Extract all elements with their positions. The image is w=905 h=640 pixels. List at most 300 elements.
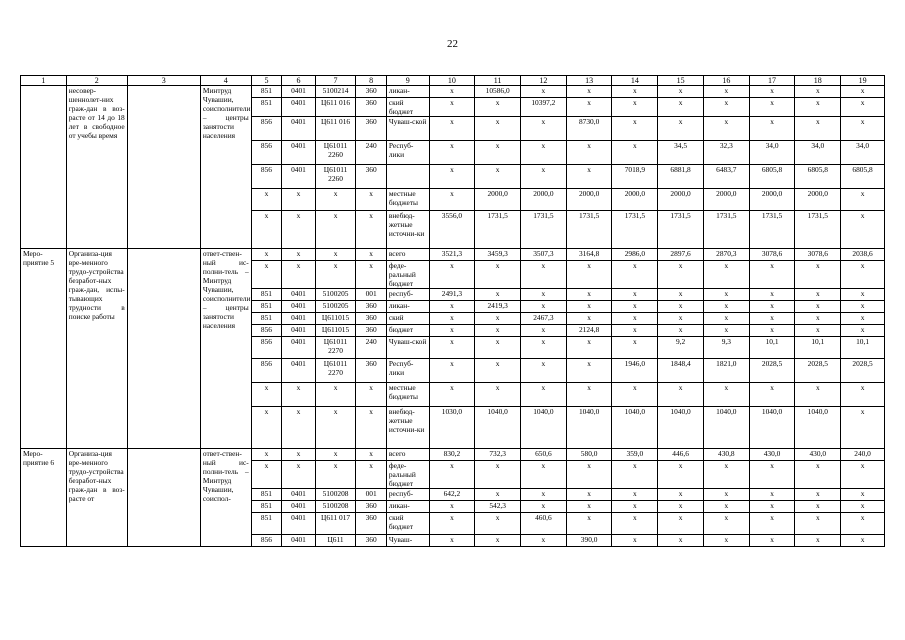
amount-cell: x [749, 325, 795, 337]
amount-cell: x [521, 301, 567, 313]
amount-cell: 1731,5 [521, 211, 567, 249]
amount-cell: x [703, 513, 749, 535]
code-cell: 240 [356, 337, 386, 359]
amount-cell: x [475, 141, 521, 165]
code-cell: 0401 [282, 489, 316, 501]
code-cell: 0401 [282, 501, 316, 513]
code-cell: x [282, 189, 316, 211]
column-number: 6 [282, 76, 316, 86]
code-cell: 240 [356, 141, 386, 165]
code-cell: 856 [251, 337, 281, 359]
amount-cell: 1040,0 [658, 407, 704, 449]
table-row [21, 449, 885, 461]
executor-cell: ответ-ствен-ный ис-полни-тель – Минтруд Чувашии, соиспол- [200, 449, 251, 547]
amount-cell: x [658, 325, 704, 337]
code-cell: Ц611 016 [315, 98, 356, 117]
funding-source-cell: Респуб-лики [386, 359, 429, 383]
amount-cell: 9,3 [703, 337, 749, 359]
amount-cell: 1821,0 [703, 359, 749, 383]
amount-cell: x [429, 261, 475, 289]
amount-cell: x [521, 337, 567, 359]
code-cell: 856 [251, 325, 281, 337]
amount-cell: x [749, 489, 795, 501]
amount-cell: x [566, 513, 612, 535]
amount-cell: 446,6 [658, 449, 704, 461]
amount-cell: x [475, 383, 521, 407]
code-cell: x [315, 383, 356, 407]
amount-cell: 430,0 [749, 449, 795, 461]
amount-cell: x [658, 383, 704, 407]
amount-cell: 390,0 [566, 535, 612, 547]
amount-cell: x [612, 337, 658, 359]
amount-cell: 542,3 [475, 501, 521, 513]
amount-cell: x [841, 461, 885, 489]
amount-cell: 460,6 [521, 513, 567, 535]
amount-cell: x [612, 489, 658, 501]
amount-cell: x [475, 313, 521, 325]
code-cell: Ц61011 2270 [315, 337, 356, 359]
code-cell: 360 [356, 313, 386, 325]
amount-cell: x [566, 98, 612, 117]
column-number: 5 [251, 76, 281, 86]
amount-cell: 34,0 [749, 141, 795, 165]
amount-cell: 2000,0 [703, 189, 749, 211]
amount-cell: x [612, 289, 658, 301]
amount-cell: 3078,6 [795, 249, 841, 261]
code-cell: x [282, 211, 316, 249]
code-cell: x [356, 249, 386, 261]
amount-cell: x [612, 98, 658, 117]
code-cell: 0401 [282, 359, 316, 383]
amount-cell: x [703, 461, 749, 489]
code-cell: x [282, 407, 316, 449]
amount-cell: x [749, 289, 795, 301]
code-cell: Ц611 [315, 535, 356, 547]
amount-cell: x [521, 535, 567, 547]
code-cell: 5100208 [315, 501, 356, 513]
code-cell: x [315, 407, 356, 449]
amount-cell: 1848,4 [658, 359, 704, 383]
amount-cell: 6881,8 [658, 165, 704, 189]
amount-cell: 650,6 [521, 449, 567, 461]
amount-cell: x [795, 535, 841, 547]
amount-cell: x [749, 313, 795, 325]
amount-cell: x [566, 501, 612, 513]
code-cell: 851 [251, 501, 281, 513]
amount-cell: x [795, 261, 841, 289]
amount-cell: x [429, 535, 475, 547]
amount-cell: x [521, 501, 567, 513]
amount-cell: 32,3 [703, 141, 749, 165]
code-cell: 360 [356, 117, 386, 141]
empty-cell [127, 249, 200, 449]
amount-cell: 1731,5 [475, 211, 521, 249]
amount-cell: 642,2 [429, 489, 475, 501]
amount-cell: x [521, 117, 567, 141]
code-cell: 0401 [282, 141, 316, 165]
funding-source-cell: ский [386, 313, 429, 325]
amount-cell: 34,0 [795, 141, 841, 165]
code-cell: Ц61011 2270 [315, 359, 356, 383]
amount-cell: x [475, 325, 521, 337]
funding-source-cell: ский бюджет [386, 513, 429, 535]
amount-cell: x [795, 501, 841, 513]
amount-cell: 10,1 [749, 337, 795, 359]
amount-cell: x [841, 86, 885, 98]
amount-cell: x [475, 165, 521, 189]
amount-cell: x [612, 325, 658, 337]
amount-cell: x [566, 461, 612, 489]
code-cell: x [356, 383, 386, 407]
funding-source-cell: местные бюджеты [386, 383, 429, 407]
amount-cell: 830,2 [429, 449, 475, 461]
column-number: 9 [386, 76, 429, 86]
amount-cell: x [429, 98, 475, 117]
amount-cell: x [703, 501, 749, 513]
amount-cell: 6805,8 [841, 165, 885, 189]
code-cell: 851 [251, 86, 281, 98]
amount-cell: x [566, 141, 612, 165]
funding-source-cell: феде-ральный бюджет [386, 261, 429, 289]
code-cell: x [356, 189, 386, 211]
amount-cell: x [429, 141, 475, 165]
amount-cell: 2028,5 [749, 359, 795, 383]
amount-cell: x [658, 289, 704, 301]
amount-cell: x [841, 301, 885, 313]
amount-cell: 2000,0 [749, 189, 795, 211]
amount-cell: x [475, 489, 521, 501]
amount-cell: x [658, 86, 704, 98]
column-number: 2 [66, 76, 127, 86]
amount-cell: x [612, 261, 658, 289]
code-cell: 360 [356, 325, 386, 337]
amount-cell: x [795, 383, 841, 407]
column-number: 19 [841, 76, 885, 86]
amount-cell: x [429, 313, 475, 325]
amount-cell: x [703, 489, 749, 501]
amount-cell: 1040,0 [795, 407, 841, 449]
amount-cell: x [841, 489, 885, 501]
code-cell: 360 [356, 301, 386, 313]
amount-cell: x [841, 325, 885, 337]
amount-cell: x [703, 535, 749, 547]
amount-cell: x [841, 313, 885, 325]
amount-cell: x [795, 98, 841, 117]
amount-cell: x [521, 141, 567, 165]
table-row [21, 86, 885, 98]
amount-cell: x [521, 165, 567, 189]
amount-cell: x [703, 313, 749, 325]
amount-cell: x [703, 289, 749, 301]
amount-cell: x [566, 301, 612, 313]
amount-cell: 2419,3 [475, 301, 521, 313]
amount-cell: x [841, 407, 885, 449]
event-name-cell: Организа-ция вре-менного трудо-устройства безработ-ных граж-дан, испы-тывающих трудности в поиске работы [66, 249, 127, 449]
funding-source-cell: Чуваш-ской [386, 337, 429, 359]
amount-cell: 1040,0 [749, 407, 795, 449]
column-number: 1 [21, 76, 67, 86]
amount-cell: 1040,0 [703, 407, 749, 449]
code-cell: 360 [356, 535, 386, 547]
funding-source-cell: ский бюджет [386, 98, 429, 117]
code-cell: 360 [356, 501, 386, 513]
amount-cell: 2870,3 [703, 249, 749, 261]
amount-cell: x [703, 98, 749, 117]
code-cell: x [251, 407, 281, 449]
code-cell: Ц611015 [315, 313, 356, 325]
amount-cell: x [566, 289, 612, 301]
code-cell: Ц61011 2260 [315, 141, 356, 165]
code-cell: 856 [251, 141, 281, 165]
amount-cell: 2986,0 [612, 249, 658, 261]
amount-cell: 1030,0 [429, 407, 475, 449]
code-cell: x [251, 249, 281, 261]
code-cell: x [251, 261, 281, 289]
amount-cell: x [475, 289, 521, 301]
code-cell: 001 [356, 489, 386, 501]
code-cell: x [282, 461, 316, 489]
amount-cell: x [475, 261, 521, 289]
amount-cell: x [475, 117, 521, 141]
code-cell: x [356, 407, 386, 449]
column-number: 17 [749, 76, 795, 86]
amount-cell: x [703, 383, 749, 407]
column-number: 15 [658, 76, 704, 86]
amount-cell: 3078,6 [749, 249, 795, 261]
amount-cell: x [429, 86, 475, 98]
amount-cell: 34,0 [841, 141, 885, 165]
amount-cell: 2124,8 [566, 325, 612, 337]
amount-cell: x [475, 337, 521, 359]
code-cell: x [315, 189, 356, 211]
amount-cell: x [841, 261, 885, 289]
code-cell: x [315, 461, 356, 489]
amount-cell: x [658, 313, 704, 325]
amount-cell: x [429, 383, 475, 407]
table-row [21, 249, 885, 261]
amount-cell: 430,8 [703, 449, 749, 461]
code-cell: 0401 [282, 86, 316, 98]
amount-cell: 2467,3 [521, 313, 567, 325]
code-cell: 360 [356, 513, 386, 535]
code-cell: 856 [251, 117, 281, 141]
funding-source-cell: респуб- [386, 289, 429, 301]
code-cell: x [282, 261, 316, 289]
amount-cell: x [612, 86, 658, 98]
column-number-row [21, 76, 885, 86]
amount-cell: x [521, 289, 567, 301]
funding-source-cell: ликан- [386, 301, 429, 313]
amount-cell: 2000,0 [475, 189, 521, 211]
amount-cell: x [795, 301, 841, 313]
amount-cell: x [749, 501, 795, 513]
funding-source-cell: Чуваш- [386, 535, 429, 547]
event-number-cell: Меро-приятие 5 [21, 249, 67, 449]
funding-source-cell: внебюд-жетные источни-ки [386, 211, 429, 249]
code-cell: 856 [251, 535, 281, 547]
amount-cell: x [566, 489, 612, 501]
amount-cell: x [475, 359, 521, 383]
code-cell: 5100214 [315, 86, 356, 98]
column-number: 13 [566, 76, 612, 86]
amount-cell: x [475, 535, 521, 547]
code-cell: 001 [356, 289, 386, 301]
page-number: 22 [447, 38, 458, 50]
empty-cell [127, 449, 200, 547]
amount-cell: x [521, 383, 567, 407]
event-number-cell [21, 86, 67, 249]
code-cell: 5100208 [315, 489, 356, 501]
amount-cell: 3556,0 [429, 211, 475, 249]
code-cell: x [251, 461, 281, 489]
code-cell: x [282, 249, 316, 261]
amount-cell: x [749, 261, 795, 289]
column-number: 11 [475, 76, 521, 86]
event-number-cell: Меро-приятие 6 [21, 449, 67, 547]
funding-source-cell: бюджет [386, 325, 429, 337]
code-cell: Ц611 017 [315, 513, 356, 535]
funding-source-cell: всего [386, 249, 429, 261]
column-number: 4 [200, 76, 251, 86]
code-cell: x [251, 211, 281, 249]
amount-cell: 7018,9 [612, 165, 658, 189]
amount-cell: 3507,3 [521, 249, 567, 261]
amount-cell: x [521, 325, 567, 337]
amount-cell: x [612, 501, 658, 513]
column-number: 14 [612, 76, 658, 86]
amount-cell: x [841, 211, 885, 249]
amount-cell: x [795, 117, 841, 141]
amount-cell: x [841, 501, 885, 513]
amount-cell: 10397,2 [521, 98, 567, 117]
funding-source-cell: феде-ральный бюджет [386, 461, 429, 489]
code-cell: x [315, 249, 356, 261]
amount-cell: 1040,0 [475, 407, 521, 449]
amount-cell: x [658, 489, 704, 501]
amount-cell: 34,5 [658, 141, 704, 165]
executor-cell: ответ-ствен-ный ис-полни-тель – Минтруд Чувашии, соисполнители – центры занятости населения [200, 249, 251, 449]
column-number: 16 [703, 76, 749, 86]
column-number: 10 [429, 76, 475, 86]
funding-source-cell: респуб- [386, 489, 429, 501]
code-cell: x [356, 211, 386, 249]
code-cell: x [251, 449, 281, 461]
code-cell: 0401 [282, 325, 316, 337]
amount-cell: x [749, 117, 795, 141]
amount-cell: x [658, 501, 704, 513]
amount-cell: 1731,5 [795, 211, 841, 249]
amount-cell: x [475, 513, 521, 535]
code-cell: 360 [356, 98, 386, 117]
code-cell: x [356, 261, 386, 289]
amount-cell: x [521, 461, 567, 489]
amount-cell: 1731,5 [749, 211, 795, 249]
amount-cell: x [658, 513, 704, 535]
code-cell: x [282, 383, 316, 407]
code-cell: x [315, 449, 356, 461]
amount-cell: x [475, 461, 521, 489]
amount-cell: x [658, 461, 704, 489]
column-number: 8 [356, 76, 386, 86]
amount-cell: x [429, 359, 475, 383]
amount-cell: x [749, 513, 795, 535]
amount-cell: x [795, 86, 841, 98]
amount-cell: 10586,0 [475, 86, 521, 98]
code-cell: x [315, 211, 356, 249]
amount-cell: x [566, 359, 612, 383]
amount-cell: x [521, 359, 567, 383]
amount-cell: 9,2 [658, 337, 704, 359]
amount-cell: 1040,0 [566, 407, 612, 449]
amount-cell: x [658, 98, 704, 117]
code-cell: 0401 [282, 513, 316, 535]
amount-cell: x [841, 383, 885, 407]
amount-cell: 2000,0 [521, 189, 567, 211]
amount-cell: 2491,3 [429, 289, 475, 301]
amount-cell: 1040,0 [612, 407, 658, 449]
amount-cell: x [429, 501, 475, 513]
amount-cell: x [841, 98, 885, 117]
code-cell: 856 [251, 359, 281, 383]
amount-cell: 3164,8 [566, 249, 612, 261]
amount-cell: x [703, 117, 749, 141]
amount-cell: x [566, 86, 612, 98]
amount-cell: x [749, 535, 795, 547]
event-name-cell: Организа-ция вре-менного трудо-устройства безработ-ных граж-дан в воз-расте от [66, 449, 127, 547]
amount-cell: x [658, 535, 704, 547]
amount-cell: x [749, 461, 795, 489]
amount-cell: x [429, 301, 475, 313]
amount-cell: x [841, 513, 885, 535]
amount-cell: 1731,5 [703, 211, 749, 249]
code-cell: x [251, 189, 281, 211]
amount-cell: x [703, 261, 749, 289]
budget-table [20, 75, 885, 547]
code-cell: 0401 [282, 117, 316, 141]
amount-cell: x [566, 337, 612, 359]
amount-cell: x [566, 261, 612, 289]
amount-cell: 359,0 [612, 449, 658, 461]
amount-cell: x [841, 289, 885, 301]
code-cell: Ц611 016 [315, 117, 356, 141]
amount-cell: 580,0 [566, 449, 612, 461]
amount-cell: 10,1 [795, 337, 841, 359]
amount-cell: x [429, 189, 475, 211]
executor-cell: Минтруд Чувашии, соисполнители – центры занятости населения [200, 86, 251, 249]
amount-cell: x [612, 535, 658, 547]
amount-cell: x [566, 383, 612, 407]
event-name-cell: несовер-шеннолет-них граж-дан в воз-расте от 14 до 18 лет в свободное от учебы время [66, 86, 127, 249]
funding-source-cell: Респуб-лики [386, 141, 429, 165]
funding-source-cell: внебюд-жетные источни-ки [386, 407, 429, 449]
amount-cell: x [749, 383, 795, 407]
amount-cell: x [795, 325, 841, 337]
amount-cell: x [749, 98, 795, 117]
amount-cell: x [521, 261, 567, 289]
code-cell: 856 [251, 165, 281, 189]
empty-cell [127, 86, 200, 249]
amount-cell: 430,0 [795, 449, 841, 461]
code-cell: Ц61011 2260 [315, 165, 356, 189]
amount-cell: 2038,6 [841, 249, 885, 261]
amount-cell: x [749, 86, 795, 98]
code-cell: 5100205 [315, 301, 356, 313]
amount-cell: x [612, 301, 658, 313]
amount-cell: x [566, 313, 612, 325]
amount-cell: x [795, 461, 841, 489]
code-cell: x [251, 383, 281, 407]
amount-cell: x [475, 98, 521, 117]
